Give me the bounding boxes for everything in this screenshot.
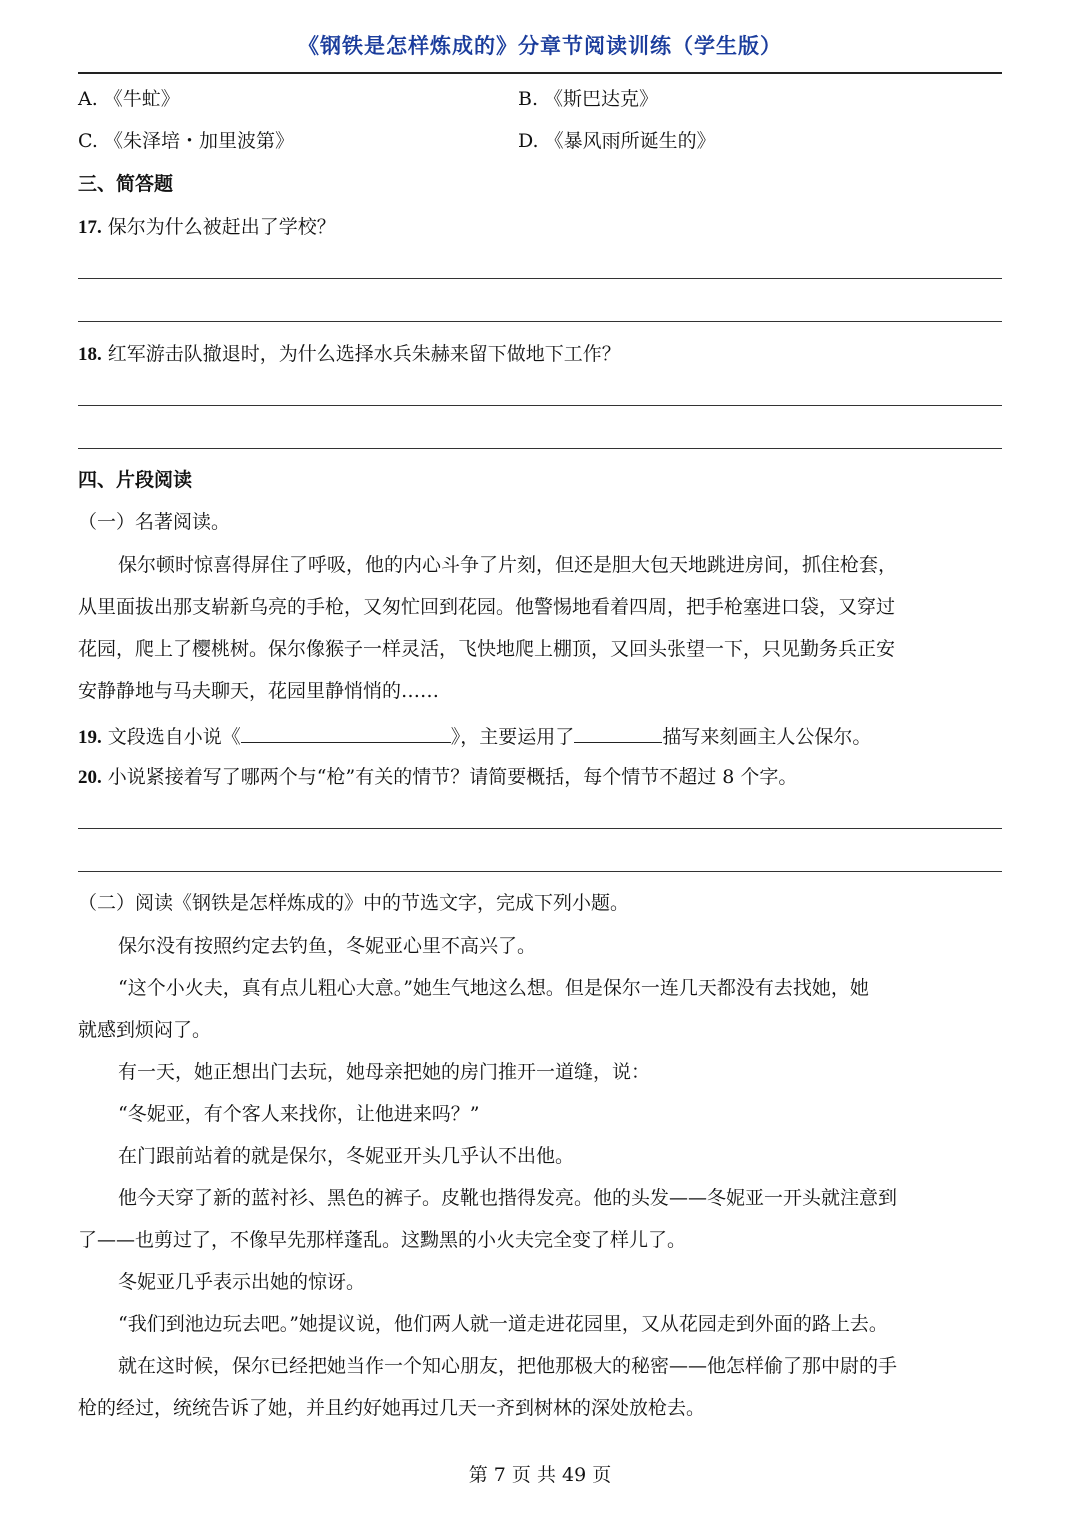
question-19-blank-method[interactable] (574, 720, 662, 743)
passage-one-line: 从里面拔出那支崭新乌亮的手枪，又匆忙回到花园。他警惕地看着四周，把手枪塞进口袋，又穿过 (78, 596, 896, 618)
question-17-number: 17. (78, 217, 102, 238)
passage-two-paragraph: “这个小火夫，真有点儿粗心大意。”她生气地这么想。但是保尔一连几天都没有去找她，她 (118, 977, 869, 999)
part-one-title: （一）名著阅读。 (78, 511, 231, 533)
passage-two-paragraph: 在门跟前站着的就是保尔，冬妮亚开头几乎认不出他。 (118, 1145, 575, 1167)
option-b: B. 《斯巴达克》 (518, 88, 659, 110)
option-a: A. 《牛虻》 (78, 88, 180, 110)
question-19-text-a: 文段选自小说《 (101, 726, 241, 748)
question-17 (78, 213, 336, 242)
passage-two-paragraph: “我们到池边玩去吧。”她提议说，他们两人就一道走进花园里，又从花园走到外面的路上去。 (118, 1313, 888, 1335)
passage-two-paragraph: 他今天穿了新的蓝衬衫、黑色的裤子。皮靴也揩得发亮。他的头发——冬妮亚一开头就注意到 (118, 1187, 898, 1209)
answer-line-18-1[interactable] (78, 405, 1002, 406)
answer-line-17-2[interactable] (78, 321, 1002, 322)
question-20-number: 20. (78, 767, 102, 788)
option-c: C. 《朱泽培・加里波第》 (78, 130, 294, 152)
question-19-text-c: 描写来刻画主人公保尔。 (662, 726, 872, 748)
answer-line-20-1[interactable] (78, 828, 1002, 829)
section-four-title: 四、片段阅读 (78, 469, 193, 491)
passage-two-paragraph: 冬妮亚几乎表示出她的惊讶。 (118, 1271, 366, 1293)
question-18-number: 18. (78, 344, 102, 365)
page-footer: 第 7 页 共 49 页 (468, 1464, 612, 1486)
passage-two-paragraph: “冬妮亚，有个客人来找你，让他进来吗？” (118, 1103, 480, 1125)
question-19-number: 19. (78, 727, 102, 748)
question-18-text: 红军游击队撤退时，为什么选择水兵朱赫来留下做地下工作？ (101, 343, 621, 365)
passage-two-paragraph: 就在这时候，保尔已经把她当作一个知心朋友，把他那极大的秘密——他怎样偷了那中尉的手 (118, 1355, 898, 1377)
answer-line-17-1[interactable] (78, 278, 1002, 279)
document-header-title: 《钢铁是怎样炼成的》分章节阅读训练（学生版） (298, 33, 782, 58)
question-18 (78, 340, 621, 369)
question-19-blank-title[interactable] (241, 720, 451, 743)
passage-one-line: 安静静地与马夫聊天，花园里静悄悄的…… (78, 680, 440, 702)
header-divider (78, 72, 1002, 74)
passage-two-paragraph: 就感到烦闷了。 (78, 1019, 212, 1041)
passage-two-paragraph: 保尔没有按照约定去钓鱼，冬妮亚心里不高兴了。 (118, 935, 537, 957)
question-19 (78, 720, 871, 752)
option-d: D. 《暴风雨所诞生的》 (518, 130, 716, 152)
passage-one (78, 544, 1002, 712)
section-three-title: 三、简答题 (78, 173, 174, 195)
passage-two (78, 925, 1002, 1429)
passage-two-paragraph: 有一天，她正想出门去玩，她母亲把她的房门推开一道缝，说： (118, 1061, 651, 1083)
passage-two-paragraph: 枪的经过，统统告诉了她，并且约好她再过几天一齐到树林的深处放枪去。 (78, 1397, 706, 1419)
question-19-text-b: 》，主要运用了 (450, 726, 575, 748)
part-two-title: （二）阅读《钢铁是怎样炼成的》中的节选文字，完成下列小题。 (78, 892, 630, 914)
question-17-text: 保尔为什么被赶出了学校？ (101, 216, 336, 238)
question-20-text: 小说紧接着写了哪两个与“枪”有关的情节？请简要概括，每个情节不超过 8 个字。 (101, 766, 798, 788)
passage-one-line: 保尔顿时惊喜得屏住了呼吸，他的内心斗争了片刻，但还是胆大包天地跳进房间，抓住枪套， (118, 554, 898, 576)
answer-line-20-2[interactable] (78, 871, 1002, 872)
passage-one-line: 花园，爬上了樱桃树。保尔像猴子一样灵活，飞快地爬上棚顶，又回头张望一下，只见勤务兵正安 (78, 638, 896, 660)
question-20 (78, 763, 797, 792)
passage-two-paragraph: 了——也剪过了，不像早先那样蓬乱。这黝黑的小火夫完全变了样儿了。 (78, 1229, 687, 1251)
answer-line-18-2[interactable] (78, 448, 1002, 449)
